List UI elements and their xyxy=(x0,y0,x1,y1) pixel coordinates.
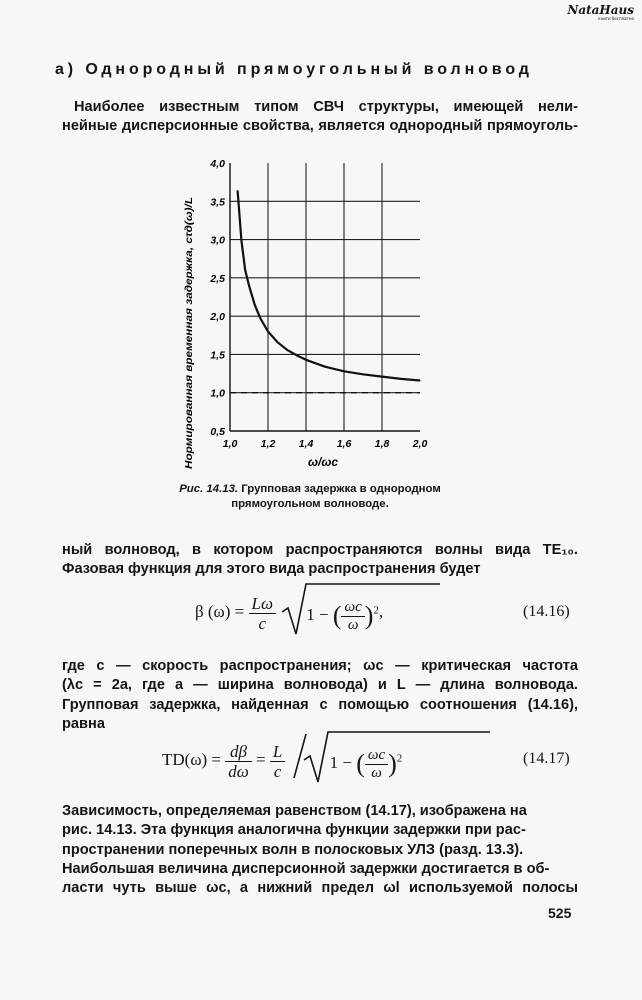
eq1-frac-den: ω xyxy=(347,617,359,633)
data-point xyxy=(277,342,278,343)
paragraph-2 xyxy=(62,541,578,580)
y-tick-label: 0,5 xyxy=(210,426,225,438)
eq1-power: 2 xyxy=(373,604,379,617)
y-tick-label: 1,5 xyxy=(210,349,225,362)
eq1-frac-num: ωc xyxy=(341,600,364,617)
data-point xyxy=(362,374,363,375)
eq2-eq: = xyxy=(256,749,266,769)
data-point xyxy=(237,190,238,191)
y-axis-label: Нормированная временная задержка, cτд(ω)/L xyxy=(183,225,195,469)
intro-line-1: Наиболее известным типом СВЧ структуры, имеющей нели- xyxy=(74,99,578,115)
y-tick-label: 1,0 xyxy=(210,387,225,400)
page-number: 525 xyxy=(548,905,572,921)
section-heading: а) Однородный прямоугольный волновод xyxy=(55,61,533,78)
watermark xyxy=(567,4,634,21)
chart-series xyxy=(230,190,421,393)
data-point xyxy=(400,378,401,379)
group-delay-chart xyxy=(170,148,450,478)
x-axis-label: ω/ωc xyxy=(307,455,339,469)
eq2-one: 1 − xyxy=(329,753,352,773)
y-tick-label: 2,5 xyxy=(210,272,225,285)
eq2-lhs: TD(ω) = xyxy=(162,749,222,769)
eq2-frac-den: ω xyxy=(371,765,382,781)
eq1-num: Lω xyxy=(249,595,276,614)
data-point xyxy=(343,371,344,372)
p4-line-5: ласти чуть выше ωc, а нижний предел ωl используемой полосы xyxy=(62,880,578,897)
x-tick-label: 1,6 xyxy=(336,438,352,450)
eq2-frac-num: ωc xyxy=(365,748,388,765)
eq1-tail: , xyxy=(378,601,384,621)
data-point xyxy=(305,359,306,360)
data-point xyxy=(245,270,246,271)
x-tick-label: 2,0 xyxy=(412,438,428,450)
data-point xyxy=(324,366,325,367)
x-tick-label: 1,0 xyxy=(222,438,238,450)
p4-line-3: пространении поперечных волн в полосковых УЛЗ (разд. 13.3). xyxy=(62,841,524,858)
caption-line-2: прямоугольном волноводе. xyxy=(231,498,389,510)
eq2-number: (14.17) xyxy=(523,750,570,767)
data-point xyxy=(267,331,268,332)
y-tick-label: 2,0 xyxy=(210,311,225,324)
chart-axes xyxy=(230,163,420,431)
data-point xyxy=(286,349,287,350)
p3-line-1: где c — скорость распространения; ωc — критическая частота xyxy=(62,658,578,674)
x-tick-label: 1,2 xyxy=(260,438,276,450)
p3-line-3: Групповая задержка, найденная с помощью соотношения (14.16), xyxy=(62,696,578,713)
eq1-den: c xyxy=(258,613,266,633)
series-line xyxy=(238,191,420,381)
data-point xyxy=(260,318,261,319)
equation-14-17: TD(ω) = $\frac{d\beta}{d\omega}$ = $\frac{L}{c}$ 1 − ( $\frac{\omega c}{\omega}$ )$^2$ xyxy=(162,738,402,784)
eq2-num2: L xyxy=(270,743,285,762)
paragraph-3 xyxy=(62,657,578,734)
p2-line-1: ный волновод, в котором распространяются волны вида TE₁₀. xyxy=(62,542,578,558)
x-tick-label: 1,4 xyxy=(298,438,314,450)
intro-paragraph xyxy=(62,98,578,137)
y-tick-label: 3,5 xyxy=(210,196,225,209)
equation-14-16: β (ω) = $\frac{L\omega}{c}$ 1 − ( $\frac{\omega c}{\omega}$ )$^2$, xyxy=(195,590,383,636)
p4-line-1: Зависимость, определяемая равенством (14.17), изображена на xyxy=(62,803,527,819)
eq2-num1: dβ xyxy=(225,743,252,762)
eq1-number: (14.16) xyxy=(523,603,570,620)
data-point xyxy=(241,240,242,241)
p3-line-2: (λc = 2a, где a — ширина волновода) и L — длина волновода. xyxy=(62,677,578,694)
paragraph-4 xyxy=(62,802,578,898)
y-tick-label: 3,0 xyxy=(210,234,225,247)
caption-line-1: Групповая задержка в однородном xyxy=(241,483,441,495)
eq2-power: 2 xyxy=(396,752,403,765)
y-tick-label: 4,0 xyxy=(210,158,225,170)
eq2-den1: dω xyxy=(228,761,249,781)
data-point xyxy=(296,355,297,356)
data-point xyxy=(248,285,249,286)
eq2-den2: c xyxy=(273,761,282,781)
data-point xyxy=(381,376,382,377)
watermark-tagline: книги бесплатно xyxy=(598,16,634,21)
caption-label: Рис. 14.13. xyxy=(179,483,239,495)
intro-line-2: нейные дисперсионные свойства, является однородный прямоуголь- xyxy=(62,118,578,135)
p4-line-2: рис. 14.13. Эта функция аналогична функции задержки при рас- xyxy=(62,822,526,839)
data-point xyxy=(419,380,420,381)
p2-line-2: Фазовая функция для этого вида распространения будет xyxy=(62,561,481,578)
eq1-lhs: β (ω) = xyxy=(195,601,245,621)
eq1-one: 1 − xyxy=(306,605,329,625)
x-tick-label: 1,8 xyxy=(374,438,390,450)
figure-caption xyxy=(140,482,480,512)
p3-line-4: равна xyxy=(62,715,105,732)
watermark-logo: NataHaus xyxy=(567,3,634,17)
data-point xyxy=(254,304,255,305)
p4-line-4: Наибольшая величина дисперсионной задержки достигается в об- xyxy=(62,860,550,877)
chart-grid xyxy=(230,163,420,431)
